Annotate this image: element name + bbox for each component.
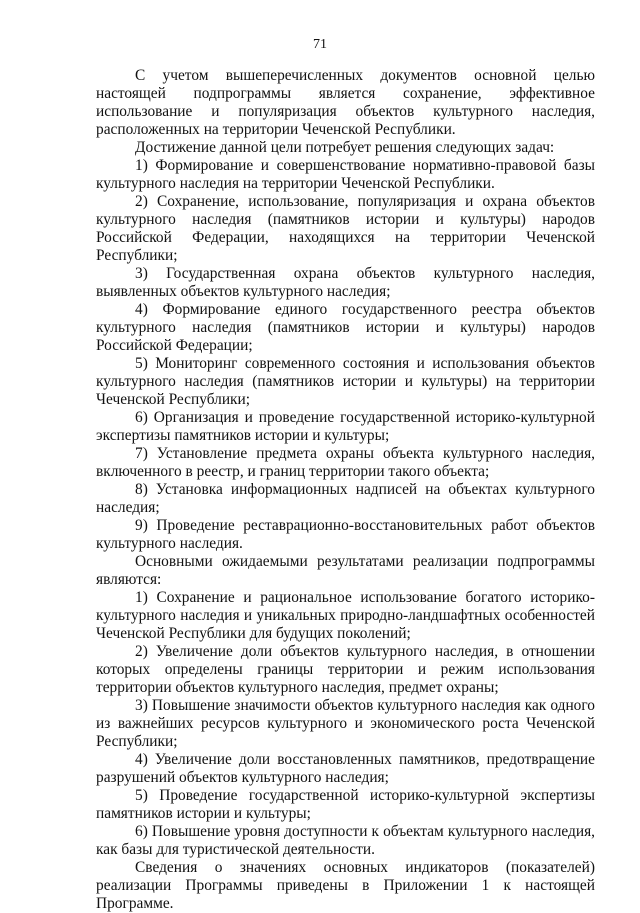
task-item-2: 2) Сохранение, использование, популяризация и охрана объектов культурного наследия (памятников истории и культуры) народов Российской Федерации, находящихся на территории Чеченской Республики; (96, 193, 595, 264)
paragraph-indicators: Сведения о значениях основных индикаторов (показателей) реализации Программы приведены в Приложении 1 к настоящей Программе. (96, 859, 595, 912)
result-item-1: 1) Сохранение и рациональное использование богатого историко-культурного наследия и уникальных природно-ландшафтных особенностей Чеченской Республики для будущих поколений; (96, 589, 595, 642)
result-item-5: 5) Проведение государственной историко-культурной экспертизы памятников истории и культуры; (96, 787, 595, 822)
paragraph-tasks-intro: Достижение данной цели потребует решения следующих задач: (135, 139, 555, 156)
page-number: 71 (313, 37, 327, 52)
document-body (96, 67, 595, 913)
result-item-6: 6) Повышение уровня доступности к объектам культурного наследия, как базы для туристической деятельности. (96, 823, 595, 858)
paragraph-main-goal: С учетом вышеперечисленных документов основной целью настоящей подпрограммы является сохранение, эффективное использование и популяризация объектов культурного наследия, расположенных на территории Чеченской Республики. (96, 67, 595, 138)
result-item-4: 4) Увеличение доли восстановленных памятников, предотвращение разрушений объектов культурного наследия; (96, 751, 595, 786)
task-item-9: 9) Проведение реставрационно-восстановительных работ объектов культурного наследия. (96, 517, 595, 552)
task-item-3: 3) Государственная охрана объектов культурного наследия, выявленных объектов культурного наследия; (96, 265, 595, 300)
task-item-8: 8) Установка информационных надписей на объектах культурного наследия; (96, 481, 595, 516)
result-item-2: 2) Увеличение доли объектов культурного наследия, в отношении которых определены границы территории и режим использования территории объектов культурного наследия, предмет охраны; (96, 643, 595, 696)
task-item-7: 7) Установление предмета охраны объекта культурного наследия, включенного в реестр, и границ территории такого объекта; (96, 445, 595, 480)
task-item-1: 1) Формирование и совершенствование нормативно-правовой базы культурного наследия на территории Чеченской Республики. (96, 157, 595, 192)
paragraph-results-intro: Основными ожидаемыми результатами реализации подпрограммы являются: (96, 553, 595, 588)
task-item-5: 5) Мониторинг современного состояния и использования объектов культурного наследия (памятников истории и культуры) на территории Чеченской Республики; (96, 355, 595, 408)
task-item-4: 4) Формирование единого государственного реестра объектов культурного наследия (памятников истории и культуры) народов Российской Федерации; (96, 301, 595, 354)
task-item-6: 6) Организация и проведение государственной историко-культурной экспертизы памятников истории и культуры; (96, 409, 595, 444)
result-item-3: 3) Повышение значимости объектов культурного наследия как одного из важнейших ресурсов культурного и экономического роста Чеченской Республики; (96, 697, 595, 750)
